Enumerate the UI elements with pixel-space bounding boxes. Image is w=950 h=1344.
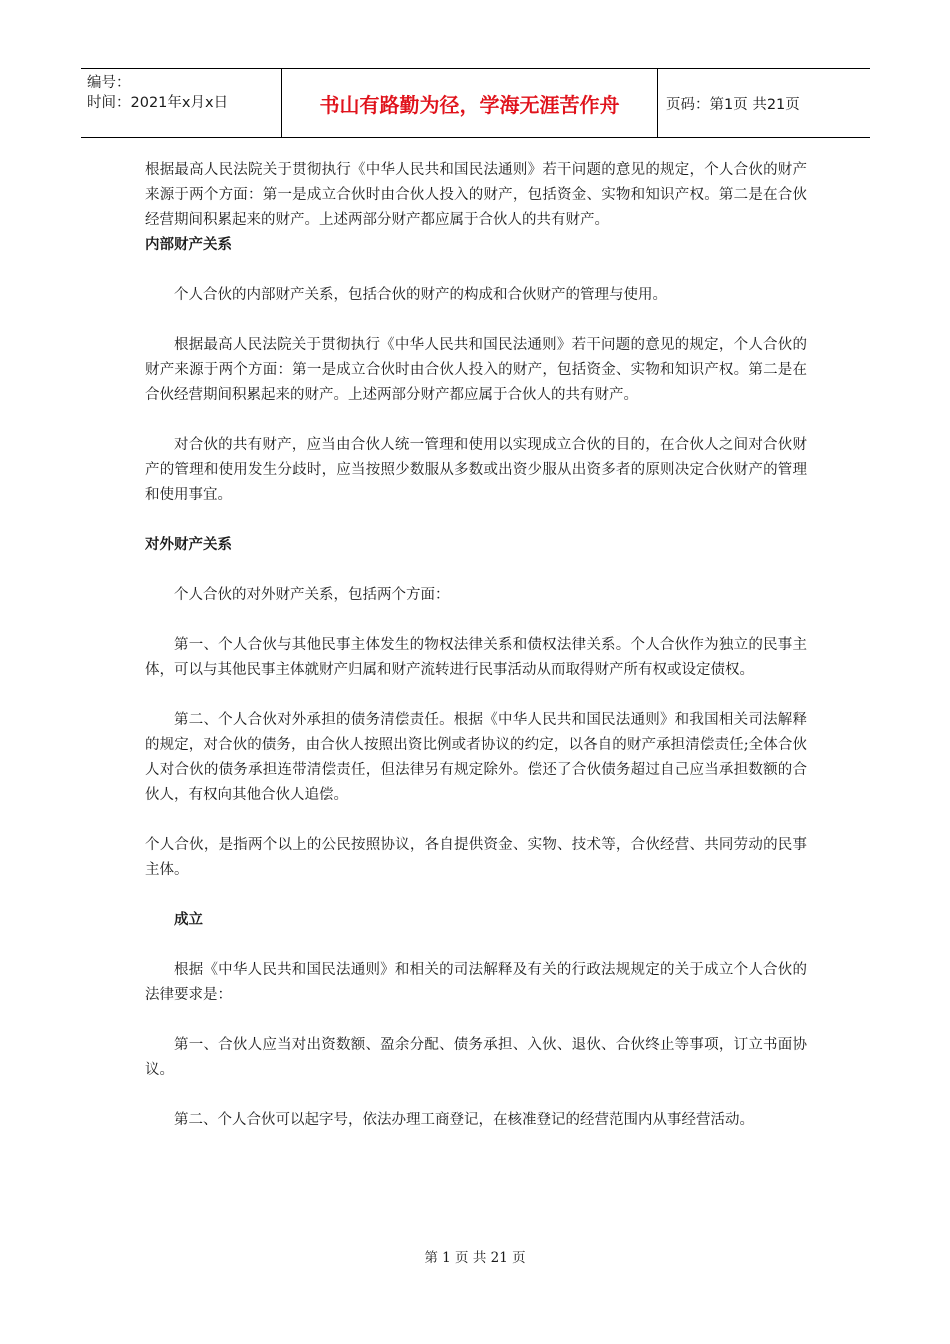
document-body xyxy=(145,158,807,1133)
header-page-info: 页码：第1页 共21页 xyxy=(666,96,800,113)
section-heading-external: 对外财产关系 xyxy=(145,537,232,553)
paragraph: 根据最高人民法院关于贯彻执行《中华人民共和国民法通则》若干问题的意见的规定，个人合伙的财产来源于两个方面：第一是成立合伙时由合伙人投入的财产，包括资金、实物和知识产权。第二是在合伙经营期间积累起来的财产。上述两部分财产都应属于合伙人的共有财产。 xyxy=(145,162,807,228)
paragraph: 第一、合伙人应当对出资数额、盈余分配、债务承担、入伙、退伙、合伙终止等事项，订立书面协议。 xyxy=(145,1037,807,1078)
page-footer: 第 1 页 共 21 页 xyxy=(424,1250,526,1266)
paragraph: 第一、个人合伙与其他民事主体发生的物权法律关系和债权法律关系。个人合伙作为独立的民事主体，可以与其他民事主体就财产归属和财产流转进行民事活动从而取得财产所有权或设定债权。 xyxy=(145,637,807,678)
paragraph: 个人合伙的对外财产关系，包括两个方面： xyxy=(174,587,450,603)
header-motto: 书山有路勤为径，学海无涯苦作舟 xyxy=(282,69,658,137)
paragraph: 个人合伙，是指两个以上的公民按照协议，各自提供资金、实物、技术等，合伙经营、共同劳动的民事主体。 xyxy=(145,837,807,878)
time-label: 时间：2021年x月x日 xyxy=(87,95,229,111)
header-meta xyxy=(81,69,282,137)
document-header xyxy=(81,68,870,138)
paragraph: 对合伙的共有财产，应当由合伙人统一管理和使用以实现成立合伙的目的，在合伙人之间对合伙财产的管理和使用发生分歧时，应当按照少数服从多数或出资少服从出资多者的原则决定合伙财产的管理和使用事宜。 xyxy=(145,437,807,503)
paragraph: 个人合伙的内部财产关系，包括合伙的财产的构成和合伙财产的管理与使用。 xyxy=(174,287,667,303)
paragraph: 根据最高人民法院关于贯彻执行《中华人民共和国民法通则》若干问题的意见的规定，个人合伙的财产来源于两个方面：第一是成立合伙时由合伙人投入的财产，包括资金、实物和知识产权。第二是在合伙经营期间积累起来的财产。上述两部分财产都应属于合伙人的共有财产。 xyxy=(145,337,807,403)
section-heading-establish: 成立 xyxy=(174,912,203,928)
paragraph: 第二、个人合伙对外承担的债务清偿责任。根据《中华人民共和国民法通则》和我国相关司法解释的规定，对合伙的债务，由合伙人按照出资比例或者协议的约定，以各自的财产承担清偿责任;全体合伙人对合伙的债务承担连带清偿责任，但法律另有规定除外。偿还了合伙债务超过自己应当承担数额的合伙人，有权向其他合伙人追偿。 xyxy=(145,712,807,803)
paragraph: 根据《中华人民共和国民法通则》和相关的司法解释及有关的行政法规规定的关于成立个人合伙的法律要求是： xyxy=(145,962,807,1003)
section-heading-internal: 内部财产关系 xyxy=(145,237,232,253)
paragraph: 第二、个人合伙可以起字号，依法办理工商登记，在核准登记的经营范围内从事经营活动。 xyxy=(174,1112,754,1128)
code-label: 编号： xyxy=(87,75,131,91)
